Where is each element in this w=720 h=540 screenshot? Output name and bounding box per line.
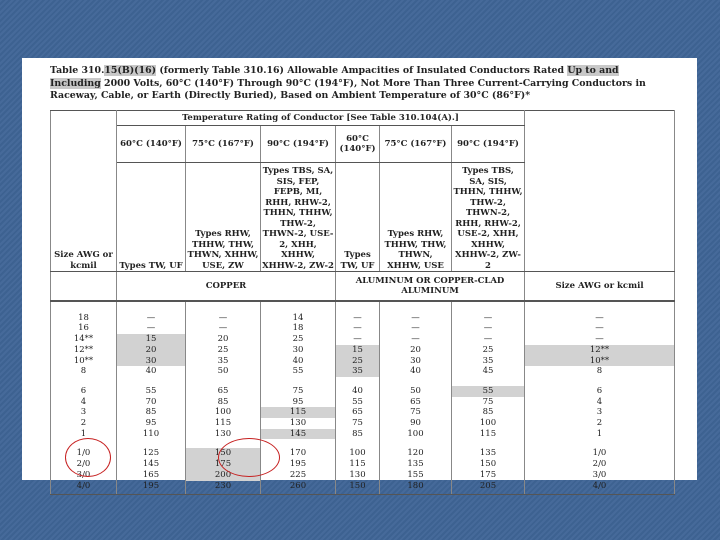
blank-cell (525, 301, 675, 313)
ampacity-cell: 75 (336, 418, 380, 429)
size-cell: 8 (51, 366, 117, 377)
ampacity-cell: 150 (452, 459, 525, 470)
size-header-right: Size AWG or kcmil (525, 272, 675, 302)
ampacity-cell: 75 (452, 397, 525, 408)
ampacity-cell: 180 (380, 481, 452, 492)
ampacity-cell: 150 (186, 448, 261, 459)
table-row (51, 386, 675, 397)
ampacity-cell: 115 (261, 407, 336, 418)
table-row (51, 459, 675, 470)
table-row (51, 356, 675, 367)
size-cell: 3 (525, 407, 675, 418)
temp-header: 60°C (140°F) (117, 126, 186, 163)
ampacity-cell: 150 (336, 481, 380, 492)
blank-cell (51, 126, 117, 163)
caption-highlight: 15(B)(16) (104, 65, 157, 76)
temp-header: 75°C (167°F) (186, 126, 261, 163)
ampacity-cell: 100 (336, 448, 380, 459)
ampacity-cell: — (117, 323, 186, 334)
ampacity-cell: 155 (380, 470, 452, 481)
ampacity-cell: 45 (452, 366, 525, 377)
blank-cell (525, 377, 675, 386)
ampacity-cell: 15 (117, 334, 186, 345)
blank-cell (452, 301, 525, 313)
ampacity-cell: 165 (117, 470, 186, 481)
ampacity-cell: 85 (186, 397, 261, 408)
size-cell: 3 (51, 407, 117, 418)
ampacity-cell: 145 (261, 429, 336, 440)
ampacity-cell: 260 (261, 481, 336, 492)
size-cell: 3/0 (51, 470, 117, 481)
blank-cell (452, 491, 525, 495)
size-cell: 2 (51, 418, 117, 429)
ampacity-cell: 195 (261, 459, 336, 470)
blank-cell (336, 377, 380, 386)
size-cell: 4 (51, 397, 117, 408)
ampacity-cell: 40 (380, 366, 452, 377)
ampacity-cell: 225 (261, 470, 336, 481)
size-cell: 16 (51, 323, 117, 334)
size-cell: 8 (525, 366, 675, 377)
size-cell: 4/0 (525, 481, 675, 492)
blank-cell (261, 439, 336, 448)
size-cell: 18 (51, 313, 117, 324)
ampacity-cell: — (452, 323, 525, 334)
ampacity-cell: 65 (336, 407, 380, 418)
corner-cell (525, 111, 675, 126)
blank-cell (380, 439, 452, 448)
caption-text: 2000 Volts, 60°C (140°F) Through 90°C (194°F), Not More Than Three Current-Carrying Conductors in Raceway, Cable, or Earth (Directly Buried), Based on Ambient Temperature of 30°C (86°F)* (50, 77, 646, 101)
ampacity-cell: — (117, 313, 186, 324)
ampacity-cell: — (186, 313, 261, 324)
blank-cell (51, 377, 117, 386)
temperature-rating-header: Temperature Rating of Conductor [See Table 310.104(A).] (117, 111, 525, 126)
ampacity-cell: 135 (380, 459, 452, 470)
size-cell: 2/0 (525, 459, 675, 470)
ampacity-cell: 95 (117, 418, 186, 429)
ampacity-cell: 230 (186, 481, 261, 492)
temp-header: 75°C (167°F) (380, 126, 452, 163)
blank-cell (186, 301, 261, 313)
blank-cell (261, 491, 336, 495)
ampacity-cell: 130 (261, 418, 336, 429)
blank-cell (380, 377, 452, 386)
caption-text: Table 310. (50, 65, 105, 76)
ampacity-cell: — (380, 313, 452, 324)
size-cell: 1 (525, 429, 675, 440)
ampacity-cell: 55 (452, 386, 525, 397)
size-cell: — (525, 323, 675, 334)
ampacity-cell: 200 (186, 470, 261, 481)
ampacity-cell: 65 (380, 397, 452, 408)
size-cell: 10** (51, 356, 117, 367)
ampacity-cell: 115 (186, 418, 261, 429)
blank-cell (261, 301, 336, 313)
ampacity-cell: — (186, 323, 261, 334)
table-row (51, 418, 675, 429)
ampacity-cell: 25 (186, 345, 261, 356)
insulation-types: Types TBS, SA, SIS, THHN, THHW, THW-2, THWN-2, RHH, RHW-2, USE-2, XHH, XHHW, XHHW-2, ZW-2 (452, 163, 525, 272)
table-row (51, 481, 675, 492)
ampacity-cell: 135 (452, 448, 525, 459)
size-cell: 4/0 (51, 481, 117, 492)
blank-cell (117, 491, 186, 495)
blank-cell (117, 439, 186, 448)
table-row (51, 313, 675, 324)
blank-cell (186, 439, 261, 448)
ampacity-cell: 30 (261, 345, 336, 356)
copper-header: COPPER (117, 272, 336, 302)
table-row (51, 397, 675, 408)
ampacity-cell: 50 (380, 386, 452, 397)
ampacity-cell: 95 (261, 397, 336, 408)
ampacity-cell: 115 (452, 429, 525, 440)
ampacity-cell: 65 (186, 386, 261, 397)
table-row (51, 407, 675, 418)
size-cell: 1/0 (525, 448, 675, 459)
ampacity-cell: 25 (336, 356, 380, 367)
insulation-types: Types RHW, THHW, THW, THWN, XHHW, USE, ZW (186, 163, 261, 272)
ampacity-table (50, 110, 675, 495)
table-body (51, 301, 675, 495)
ampacity-cell: 50 (186, 366, 261, 377)
blank-cell (336, 301, 380, 313)
ampacity-cell: 20 (186, 334, 261, 345)
ampacity-cell: 40 (261, 356, 336, 367)
ampacity-cell: 130 (186, 429, 261, 440)
ampacity-cell: 170 (261, 448, 336, 459)
ampacity-cell: 20 (117, 345, 186, 356)
ampacity-cell: 145 (117, 459, 186, 470)
ampacity-cell: 90 (380, 418, 452, 429)
ampacity-cell: — (336, 313, 380, 324)
size-cell: 1/0 (51, 448, 117, 459)
blank-cell (525, 491, 675, 495)
blank-cell (525, 439, 675, 448)
ampacity-cell: 100 (186, 407, 261, 418)
size-cell: 1 (51, 429, 117, 440)
ampacity-cell: — (336, 334, 380, 345)
size-cell: 10** (525, 356, 675, 367)
size-cell: 6 (51, 386, 117, 397)
blank-cell (525, 163, 675, 272)
blank-cell (51, 272, 117, 302)
table-caption (50, 65, 670, 103)
size-cell: 3/0 (525, 470, 675, 481)
ampacity-cell: 40 (117, 366, 186, 377)
ampacity-cell: 35 (336, 366, 380, 377)
ampacity-cell: 70 (117, 397, 186, 408)
blank-cell (51, 301, 117, 313)
ampacity-cell: 125 (117, 448, 186, 459)
blank-cell (261, 377, 336, 386)
slide-panel (22, 58, 697, 491)
ampacity-cell: 110 (117, 429, 186, 440)
caption-text: (formerly Table 310.16) Allowable Ampacities of Insulated Conductors Rated (156, 65, 568, 76)
blank-cell (452, 377, 525, 386)
ampacity-cell: 205 (452, 481, 525, 492)
ampacity-cell: 25 (261, 334, 336, 345)
ampacity-cell: 35 (186, 356, 261, 367)
size-header-left: Size AWG or kcmil (51, 163, 117, 272)
ampacity-cell: — (380, 323, 452, 334)
table-row (51, 323, 675, 334)
blank-cell (380, 491, 452, 495)
blank-cell (336, 439, 380, 448)
ampacity-cell: 15 (336, 345, 380, 356)
ampacity-cell: 35 (452, 356, 525, 367)
blank-cell (117, 301, 186, 313)
ampacity-cell: 115 (336, 459, 380, 470)
ampacity-cell: 85 (336, 429, 380, 440)
ampacity-cell: 20 (380, 345, 452, 356)
ampacity-cell: 120 (380, 448, 452, 459)
blank-cell (380, 301, 452, 313)
ampacity-cell: 130 (336, 470, 380, 481)
caption-highlight: Up to and Including (50, 65, 619, 89)
insulation-types: Types TW, UF (117, 163, 186, 272)
ampacity-cell: — (452, 334, 525, 345)
size-cell: 6 (525, 386, 675, 397)
ampacity-cell: 55 (117, 386, 186, 397)
size-cell: 2/0 (51, 459, 117, 470)
size-cell: 12** (525, 345, 675, 356)
ampacity-cell: 100 (452, 418, 525, 429)
size-cell: 2 (525, 418, 675, 429)
table-row (51, 334, 675, 345)
ampacity-cell: 85 (117, 407, 186, 418)
ampacity-cell: 30 (380, 356, 452, 367)
table-row (51, 429, 675, 440)
blank-cell (117, 377, 186, 386)
temp-header: 60°C (140°F) (336, 126, 380, 163)
ampacity-cell: 195 (117, 481, 186, 492)
blank-cell (525, 126, 675, 163)
ampacity-cell: 175 (186, 459, 261, 470)
blank-cell (186, 377, 261, 386)
table-row (51, 448, 675, 459)
ampacity-cell: 85 (452, 407, 525, 418)
ampacity-cell: 75 (380, 407, 452, 418)
insulation-types: Types TBS, SA, SIS, FEP, FEPB, MI, RHH, RHW-2, THHN, THHW, THW-2, THWN-2, USE-2, XHH, XHHW, XHHW-2, ZW-2 (261, 163, 336, 272)
table-row (51, 366, 675, 377)
ampacity-cell: 18 (261, 323, 336, 334)
ampacity-cell: — (452, 313, 525, 324)
ampacity-cell: 40 (336, 386, 380, 397)
temp-header: 90°C (194°F) (452, 126, 525, 163)
corner-cell (51, 111, 117, 126)
ampacity-cell: 55 (336, 397, 380, 408)
ampacity-cell: 25 (452, 345, 525, 356)
ampacity-cell: 14 (261, 313, 336, 324)
ampacity-cell: 100 (380, 429, 452, 440)
insulation-types: Types RHW, THHW, THW, THWN, XHHW, USE (380, 163, 452, 272)
blank-cell (51, 491, 117, 495)
blank-cell (452, 439, 525, 448)
table-row (51, 345, 675, 356)
aluminum-header: ALUMINUM OR COPPER-CLAD ALUMINUM (336, 272, 525, 302)
temp-header: 90°C (194°F) (261, 126, 336, 163)
blank-cell (51, 439, 117, 448)
blank-cell (186, 491, 261, 495)
table-row (51, 470, 675, 481)
size-cell: 4 (525, 397, 675, 408)
insulation-types: Types TW, UF (336, 163, 380, 272)
ampacity-cell: — (380, 334, 452, 345)
blank-cell (336, 491, 380, 495)
ampacity-cell: 175 (452, 470, 525, 481)
ampacity-cell: 55 (261, 366, 336, 377)
size-cell: 14** (51, 334, 117, 345)
ampacity-cell: 30 (117, 356, 186, 367)
size-cell: — (525, 313, 675, 324)
ampacity-cell: — (336, 323, 380, 334)
size-cell: 12** (51, 345, 117, 356)
ampacity-cell: 75 (261, 386, 336, 397)
size-cell: — (525, 334, 675, 345)
